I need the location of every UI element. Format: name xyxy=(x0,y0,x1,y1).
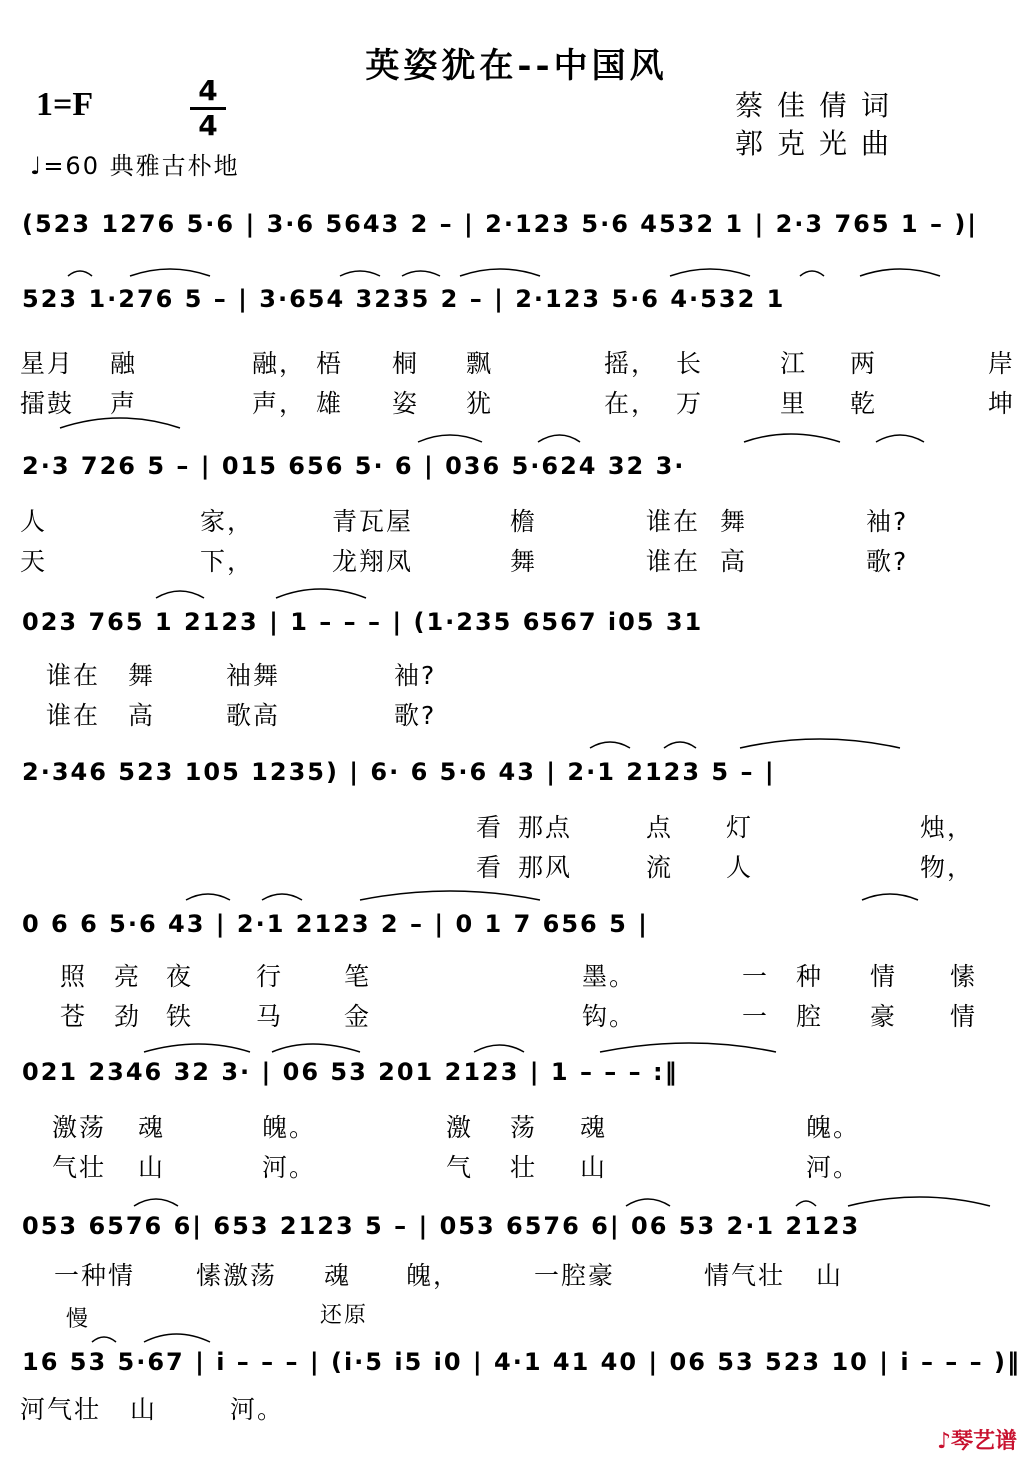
lyric-word: 马 xyxy=(256,1002,284,1031)
lyric-word: 歌? xyxy=(394,701,437,730)
music-line-5: 2·346 523 105 1235) | 6· 6 5·6 43 | 2·1 2123 5 – | xyxy=(22,758,776,786)
lyric-word: 人 xyxy=(726,853,754,882)
lyric-word: 摇， xyxy=(604,349,659,378)
lyric-word: 犹 xyxy=(466,389,494,418)
lyric-word: 下， xyxy=(200,547,255,576)
lyric-word: 物， xyxy=(920,853,975,882)
lyric-word: 苍 xyxy=(60,1002,88,1031)
lyric-word: 那点 xyxy=(518,813,573,842)
lyric-word: 气壮 xyxy=(52,1153,107,1182)
annotation-restore: 还原 xyxy=(320,1303,369,1328)
lyric-word: 声， xyxy=(252,389,307,418)
lyric-word: 河。 xyxy=(806,1153,861,1182)
lyric-word: 种 xyxy=(796,962,824,991)
lyric-word: 河。 xyxy=(262,1153,317,1182)
lyric-word: 山 xyxy=(816,1261,844,1290)
lyric-word: 魂 xyxy=(580,1113,608,1142)
lyric-word: 袖? xyxy=(394,661,437,690)
lyric-word: 天 xyxy=(20,547,48,576)
score-title: 英姿犹在--中国风 xyxy=(365,46,668,86)
music-line-2: 523 1·276 5 – | 3·654 3235 2 – | 2·123 5·6 4·532 1 xyxy=(22,285,786,313)
lyric-word: 人 xyxy=(20,507,48,536)
lyric-word: 星月 xyxy=(20,349,75,378)
lyric-word: 谁在 xyxy=(46,661,101,690)
music-line-3: 2·3 726 5 – | 015 656 5· 6 | 036 5·624 32 3· xyxy=(22,452,686,480)
lyric-word: 雄 xyxy=(316,389,344,418)
lyric-word: 谁在 xyxy=(646,547,701,576)
lyric-word: 豪 xyxy=(870,1002,898,1031)
lyric-word: 劲 xyxy=(114,1002,142,1031)
lyric-word: 愫 xyxy=(950,962,978,991)
music-line-6: 0 6 6 5·6 43 | 2·1 2123 2 – | 0 1 7 656 5 | xyxy=(22,910,649,938)
lyric-word: 在， xyxy=(604,389,659,418)
lyric-word: 情 xyxy=(950,1002,978,1031)
key-signature: 1=F xyxy=(36,86,94,123)
lyric-word: 龙翔凤 xyxy=(332,547,414,576)
lyric-word: 河气壮 xyxy=(20,1395,102,1424)
lyric-word: 高 xyxy=(720,547,748,576)
music-line-7: 021 2346 32 3· | 06 53 201 2123 | 1 – – – :‖ xyxy=(22,1058,679,1086)
lyric-word: 魄。 xyxy=(262,1113,317,1142)
meter-denominator: 4 xyxy=(198,109,218,142)
lyric-word: 桐 xyxy=(392,349,420,378)
lyric-word: 袖? xyxy=(866,507,909,536)
lyric-word: 魄。 xyxy=(806,1113,861,1142)
lyric-word: 山 xyxy=(130,1395,158,1424)
lyric-word: 灯 xyxy=(726,813,754,842)
lyric-word: 照 xyxy=(60,962,88,991)
lyric-word: 金 xyxy=(344,1002,372,1031)
lyric-word: 魂 xyxy=(324,1261,352,1290)
lyric-word: 乾 xyxy=(850,389,878,418)
lyric-word: 家， xyxy=(200,507,255,536)
lyricist-credit: 蔡佳倩词 xyxy=(735,89,904,122)
watermark-logo xyxy=(937,1424,1017,1455)
lyric-word: 一腔豪 xyxy=(534,1261,616,1290)
lyric-word: 姿 xyxy=(392,389,420,418)
lyric-word: 夜 xyxy=(166,962,194,991)
lyric-word: 气 xyxy=(446,1153,474,1182)
lyric-word: 情气壮 xyxy=(704,1261,786,1290)
watermark-icon: ♪ xyxy=(936,1429,951,1454)
lyric-word: 魂 xyxy=(138,1113,166,1142)
lyric-word: 行 xyxy=(256,962,284,991)
lyric-word: 飘 xyxy=(466,349,494,378)
lyric-word: 一 xyxy=(742,1002,770,1031)
lyric-word: 一 xyxy=(742,962,770,991)
lyric-word: 长 xyxy=(676,349,704,378)
lyric-word: 点 xyxy=(646,813,674,842)
lyric-word: 看 xyxy=(476,853,504,882)
lyric-word: 激 xyxy=(446,1113,474,1142)
tempo-marking: ♩=60 典雅古朴地 xyxy=(30,152,240,180)
lyric-word: 那风 xyxy=(518,853,573,882)
music-line-1: (523 1276 5·6 | 3·6 5643 2 – | 2·123 5·6 4532 1 | 2·3 765 1 – )| xyxy=(22,210,979,238)
lyric-word: 万 xyxy=(676,389,704,418)
lyric-word: 流 xyxy=(646,853,674,882)
lyric-word: 袖舞 xyxy=(226,661,281,690)
lyric-word: 铁 xyxy=(166,1002,194,1031)
lyric-word: 亮 xyxy=(114,962,142,991)
lyric-word: 融 xyxy=(110,349,138,378)
lyric-word: 里 xyxy=(780,389,808,418)
music-line-8: 053 6576 6| 653 2123 5 – | 053 6576 6| 06 53 2·1 2123 xyxy=(22,1212,861,1240)
lyric-word: 山 xyxy=(580,1153,608,1182)
lyric-word: 激荡 xyxy=(52,1113,107,1142)
music-line-4: 023 765 1 2123 | 1 – – – | (1·235 6567 i05 31 xyxy=(22,608,704,636)
lyric-word: 河。 xyxy=(230,1395,285,1424)
lyric-word: 歌? xyxy=(866,547,909,576)
lyric-word: 腔 xyxy=(796,1002,824,1031)
meter-numerator: 4 xyxy=(198,74,218,107)
lyric-word: 荡 xyxy=(510,1113,538,1142)
lyric-word: 谁在 xyxy=(646,507,701,536)
lyric-word: 融， xyxy=(252,349,307,378)
lyric-word: 钩。 xyxy=(582,1002,637,1031)
lyric-word: 岸 xyxy=(988,349,1016,378)
lyric-word: 歌高 xyxy=(226,701,281,730)
composer-credit: 郭克光曲 xyxy=(735,127,904,160)
lyric-word: 魄， xyxy=(406,1261,461,1290)
music-line-9: 16 53 5·67 | i – – – | (i·5 i5 i0 | 4·1 41 40 | 06 53 523 10 | i – – – )‖ xyxy=(22,1348,1021,1376)
watermark-text: 琴艺谱 xyxy=(950,1429,1017,1454)
lyric-word: 情 xyxy=(870,962,898,991)
lyric-word: 高 xyxy=(128,701,156,730)
lyric-word: 江 xyxy=(780,349,808,378)
lyric-word: 墨。 xyxy=(582,962,637,991)
lyric-word: 看 xyxy=(476,813,504,842)
lyric-word: 舞 xyxy=(720,507,748,536)
lyric-word: 舞 xyxy=(128,661,156,690)
lyric-word: 谁在 xyxy=(46,701,101,730)
lyric-word: 烛， xyxy=(920,813,975,842)
lyric-word: 青瓦屋 xyxy=(332,507,414,536)
lyric-word: 两 xyxy=(850,349,878,378)
lyric-word: 坤 xyxy=(988,389,1016,418)
lyric-word: 壮 xyxy=(510,1153,538,1182)
lyric-word: 一种情 xyxy=(54,1261,136,1290)
lyric-word: 舞 xyxy=(510,547,538,576)
lyric-word: 檐 xyxy=(510,507,538,536)
lyric-word: 梧 xyxy=(316,349,344,378)
lyric-word: 笔 xyxy=(344,962,372,991)
lyric-word: 愫激荡 xyxy=(196,1261,278,1290)
lyric-word: 擂鼓 xyxy=(20,389,75,418)
annotation-slow: 慢 xyxy=(66,1307,91,1332)
lyric-word: 山 xyxy=(138,1153,166,1182)
lyric-word: 声 xyxy=(110,389,138,418)
